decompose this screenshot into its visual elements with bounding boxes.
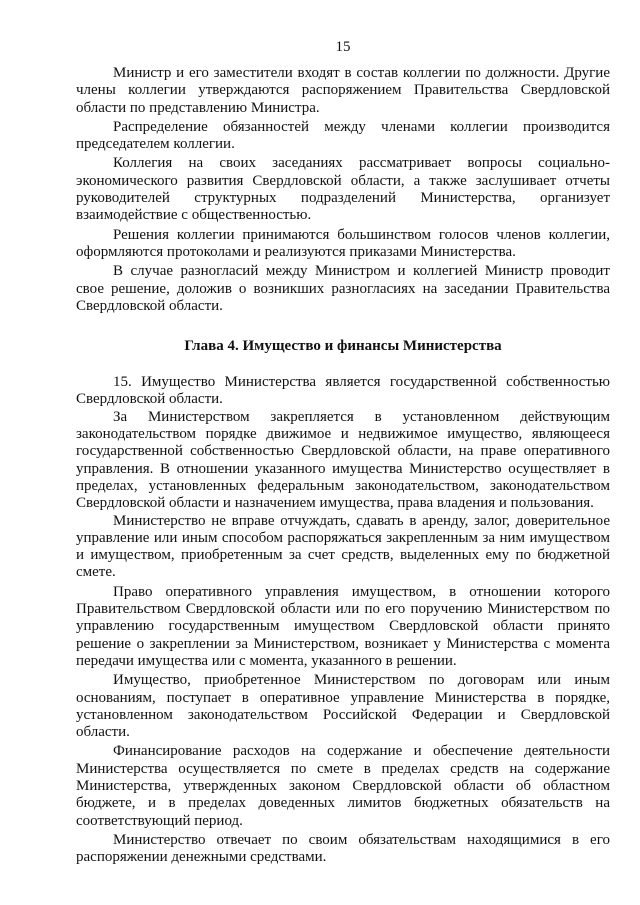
paragraph: Финансирование расходов на содержание и обеспечение деятельности Министерства осуществляется по смете в пределах средств на содержание Министерства, утвержденных законом Свердловской области об областном бюджете, и в пределах доведенных лимитов бюджетных обязательств на соответствующий период. [76, 743, 610, 829]
paragraph: Министр и его заместители входят в состав коллегии по должности. Другие члены коллегии утверждаются распоряжением Правительства Свердловской области по представлению Министра. [76, 65, 610, 116]
section-collegium [76, 65, 610, 315]
paragraph: Имущество, приобретенное Министерством по договорам или иным основаниям, поступает в оперативное управление Министерства в порядке, установленном законодательством Российской Федерации и Свердловской области. [76, 672, 610, 741]
paragraph: Министерство отвечает по своим обязательствам находящимися в его распоряжении денежными средствами. [76, 831, 610, 866]
paragraph: Право оперативного управления имуществом, в отношении которого Правительством Свердловской области или по его поручению Министерством по управлению государственным имуществом Свердловской области принято решение о закреплении за Министерством, возникает у Министерства с момента передачи имущества или с момента, указанного в решении. [76, 583, 610, 669]
paragraph: Коллегия на своих заседаниях рассматривает вопросы социально-экономического развития Свердловской области, а также заслушивает отчеты руководителей структурных подразделений Министерства, организует взаимодействие с общественностью. [76, 155, 610, 224]
paragraph: В случае разногласий между Министром и коллегией Министр проводит свое решение, доложив о возникших разногласиях на заседании Правительства Свердловской области. [76, 263, 610, 314]
paragraph: За Министерством закрепляется в установленном действующим законодательством порядке движимое и недвижимое имущество, являющееся государственной собственностью Свердловской области, на праве оперативного управления. В отношении указанного имущества Министерство осуществляет в пределах, установленных федеральным законодательством, законодательством Свердловской области и назначением имущества, права владения и пользования. [76, 408, 610, 512]
paragraph: 15. Имущество Министерства является государственной собственностью Свердловской области. [76, 374, 610, 408]
page-number: 15 [335, 39, 351, 55]
chapter-heading: Глава 4. Имущество и финансы Министерства [184, 338, 502, 355]
paragraph: Министерство не вправе отчуждать, сдавать в аренду, залог, доверительное управление или иным способом распоряжаться закрепленным за ним имуществом и имуществом, приобретенным за счет средств, выделенных ему по бюджетной смете. [76, 512, 610, 581]
paragraph: Решения коллегии принимаются большинством голосов членов коллегии, оформляются протоколами и реализуются приказами Министерства. [76, 226, 610, 260]
paragraph: Распределение обязанностей между членами коллегии производится председателем коллегии. [76, 118, 610, 153]
section-property-finance [76, 374, 610, 866]
document-page [76, 38, 610, 866]
